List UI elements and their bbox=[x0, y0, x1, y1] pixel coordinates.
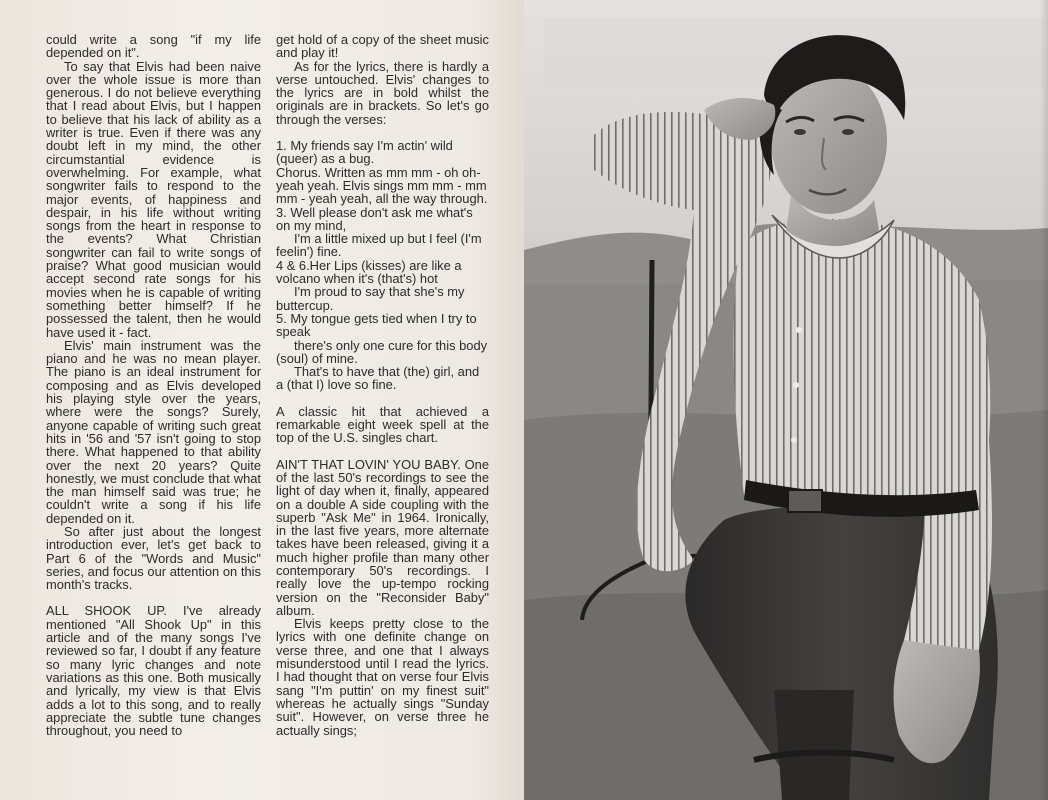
paragraph: A classic hit that achieved a remarkable eight week spell at the top of the U.S. singles chart. bbox=[276, 403, 489, 446]
lyric-line: yeah yeah. Elvis sings mm mm - mm mm - yeah yeah, all the way through. bbox=[276, 177, 488, 207]
paragraph: Elvis keeps pretty close to the lyrics with one definite change on verse three, and one that I always misunderstood until I read the lyrics. I had thought that on verse four Elvis sang "I'm puttin' on my finest suit" whereas he actually sings "Sunday suit". However, on verse three he actually sings; bbox=[276, 616, 489, 738]
right-page bbox=[524, 0, 1048, 800]
elvis-photo bbox=[524, 0, 1048, 800]
paragraph-all-shook-up: ALL SHOOK UP. I've already mentioned "All Shook Up" in this article and of the many songs I've reviewed so far, I doubt if any feature so many lyric changes and note variations as this one. Both musically and lyrically, my view is that Elvis adds a lot to this song, and to really appreciate the subtle tune changes throughout, you need to bbox=[46, 603, 261, 739]
lyric-line: I'm proud to say that she's my buttercup. bbox=[276, 284, 465, 313]
paragraph: could write a song "if my life depended on it". bbox=[46, 32, 261, 61]
paragraph: To say that Elvis had been naive over the whole issue is more than generous. I do not believe everything that I read about Elvis, but I happen to believe that his lack of ability as a writer is true. Even if there was any doubt left in my mind, the other circumstantial evidence is overwhelming. For example, what songwriter fails to respond to the major events, of happiness and despair, in his life without writing songs from the heart in response to the events? What Christian songwriter can fail to write songs of praise? What good musician would accept second rate songs for his movies when he is capable of writing something better himself? If he possessed the talent, then he would have used it - fact. bbox=[46, 58, 261, 340]
lyric-line: 5. My tongue gets tied when I try to speak bbox=[276, 310, 477, 340]
paragraph-aint-that-lovin-you-baby: AIN'T THAT LOVIN' YOU BABY. One of the last 50's recordings to see the light of day when it, finally, appeared on a double A side coupling with the superb "Ask Me" in 1964. Ironically, in the last five years, more alternate takes have been released, giving it a much higher profile than many other contemporary 50's recordings. I really love the up-tempo rocking version on the "Reconsider Baby" album. bbox=[276, 456, 489, 618]
paragraph: get hold of a copy of the sheet music and play it! bbox=[276, 32, 489, 61]
paragraph: So after just about the longest introduction ever, let's get back to Part 6 of the "Words and Music" series, and focus our attention on this month's tracks. bbox=[46, 523, 261, 593]
text-column-left bbox=[46, 33, 261, 737]
lyric-line: 4 & 6.Her Lips (kisses) are like a volcano when it's (that's) hot bbox=[276, 257, 462, 287]
paragraph: As for the lyrics, there is hardly a verse untouched. Elvis' changes to the lyrics are in bold whilst the originals are in brackets. So let's go through the verses: bbox=[276, 58, 489, 127]
lyric-line: I'm a little mixed up but I feel (I'm feelin') fine. bbox=[276, 231, 482, 260]
lyric-line: 1. My friends say I'm actin' wild (queer) as a bug. bbox=[276, 138, 453, 167]
text-column-right bbox=[276, 33, 489, 737]
paragraph: Elvis' main instrument was the piano and he was no mean player. The piano is an ideal instrument for composing and as Elvis developed his playing style over the years, where were the songs? Surely, anyone capable of writing such great hits in '56 and '57 isn't going to stop there. What happened to that ability over the next 20 years? Quite honestly, we must conclude that what the man himself said was true; he couldn't write a song if his life depended on it. bbox=[46, 337, 261, 526]
lyric-line: That's to have that (the) girl, and a (that I) love so fine. bbox=[276, 364, 480, 393]
lyric-line: 3. Well please don't ask me what's on my mind, bbox=[276, 204, 473, 233]
lyric-line: there's only one cure for this body (soul) of mine. bbox=[276, 337, 488, 366]
lyrics-list bbox=[276, 139, 489, 392]
lyric-line: Chorus. Written as mm mm - oh oh- bbox=[276, 164, 481, 180]
